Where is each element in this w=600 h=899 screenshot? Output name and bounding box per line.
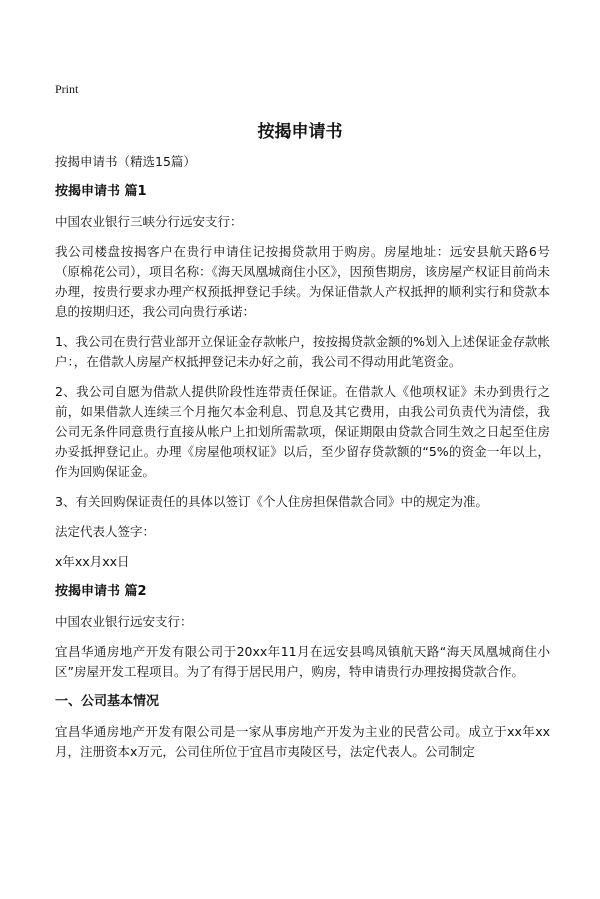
section1-item1: 1、我公司在贵行营业部开立保证金存款帐户，按按揭贷款金额的%划入上述保证金存款帐户：，在借款人房屋产权抵押登记未办好之前，我公司不得动用此笔资金。 [55, 334, 550, 369]
section1-addressee: 中国农业银行三峡分行远安支行： [55, 214, 243, 229]
section1-date: x年xx月xx日 [55, 554, 130, 569]
document-body [55, 152, 550, 772]
section2-intro: 宜昌华通房地产开发有限公司于20xx年11月在远安县鸣凤镇航天路“海天凤凰城商住小区”房屋开发工程项目。为了有得于居民用户，购房，特申请贵行办理按揭贷款合作。 [55, 644, 550, 679]
section1-signature: 法定代表人签字： [55, 524, 156, 539]
section2-subheading: 一、公司基本情况 [55, 694, 160, 709]
print-link[interactable]: Print [55, 82, 79, 96]
section1-intro: 我公司楼盘按揭客户在贵行申请住记按揭贷款用于购房。房屋地址：远安县航天路6号（原棉花公司），项目名称：《海天凤凰城商住小区》，因预售期房，该房屋产权证目前尚未办理，按贵行要求办理产权预抵押登记手续。为保证借款人产权抵押的顺利实行和贷款本息的按期归还，我公司向贵行承诺： [55, 244, 550, 319]
section2-heading: 按揭申请书 篇2 [55, 584, 147, 599]
section1-item2: 2、我公司自愿为借款人提供阶段性连带责任保证。在借款人《他项权证》未办到贵行之前，如果借款人连续三个月拖欠本金利息、罚息及其它费用，由我公司负责代为清偿，我公司无条件同意贵行直接从帐户上扣划所需款项，保证期限由贷款合同生效之日起至住房办妥抵押登记止。办理《房屋他项权证》以后，至少留存贷款额的“5%的资金一年以上，作为回购保证金。 [55, 384, 550, 479]
document-subtitle: 按揭申请书（精选15篇） [55, 154, 196, 169]
document-title: 按揭申请书 [257, 122, 343, 142]
section2-addressee: 中国农业银行远安支行： [55, 614, 193, 629]
section2-subpara: 宜昌华通房地产开发有限公司是一家从事房地产开发为主业的民营公司。成立于xx年xx月，注册资本x万元，公司住所位于宜昌市夷陵区号，法定代表人。公司制定 [55, 724, 550, 759]
section1-heading: 按揭申请书 篇1 [55, 184, 147, 199]
section1-item3: 3、有关回购保证责任的具体以签订《个人住房担保借款合同》中的规定为准。 [55, 494, 488, 509]
